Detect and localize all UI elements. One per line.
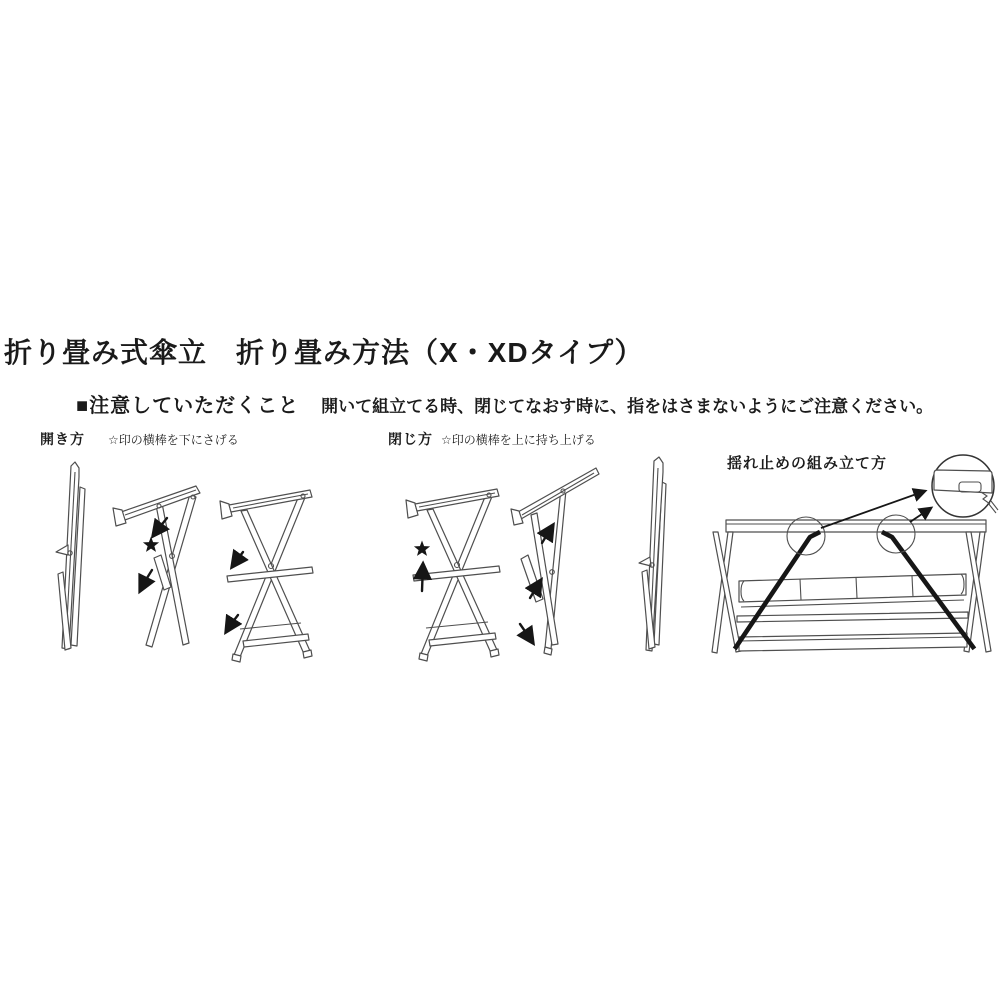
- notice-text: 開いて組立てる時、閉じてなおす時に、指をはさまないようにご注意ください。: [321, 397, 934, 416]
- close-section-hint: ☆印の横棒を上に持ち上げる: [441, 433, 596, 447]
- figure-open-step2-partially-open: [113, 486, 200, 647]
- notice-heading: ■注意していただくこと: [76, 395, 300, 417]
- arrow-down-icon: [232, 552, 243, 567]
- figure-close-step3-folded-stand: [639, 457, 666, 651]
- arrow-down-icon: [140, 570, 152, 591]
- page-title: 折り畳み式傘立 折り畳み方法（X・XDタイプ）: [4, 337, 644, 368]
- figure-open-step1-folded-stand: [56, 462, 85, 650]
- arrow-up-icon: [422, 564, 423, 591]
- figure-sway-stopper-assembly: [712, 455, 998, 653]
- arrow-down-icon: [226, 615, 238, 632]
- open-section-label: 開き方: [40, 431, 85, 447]
- sway-section-label: 揺れ止めの組み立て方: [727, 455, 888, 472]
- open-section-hint: ☆印の横棒を下にさげる: [108, 433, 239, 447]
- figure-open-step3-fully-open: [220, 490, 313, 662]
- figure-close-step1-open-stand: [406, 489, 500, 661]
- arrow-up-icon: [542, 525, 553, 543]
- figure-close-step2-partially-closed: [511, 468, 599, 655]
- star-icon: [414, 541, 430, 556]
- inset-hook-detail: [932, 455, 998, 517]
- arrow-down-icon: [520, 624, 533, 643]
- star-icon: [143, 537, 159, 552]
- close-section-label: 閉じ方: [388, 431, 433, 447]
